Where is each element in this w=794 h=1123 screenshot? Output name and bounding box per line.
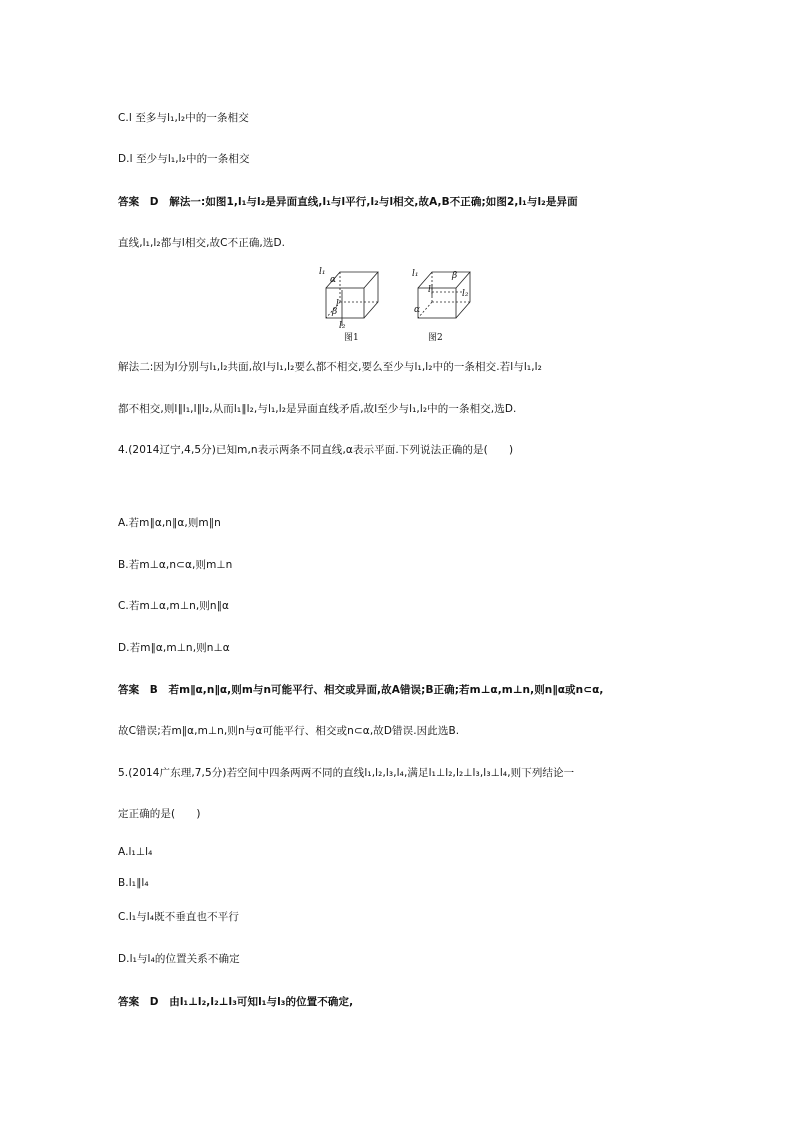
q5-option-a: A.l₁⊥l₄ — [118, 846, 153, 858]
q5-option-d: D.l₁与l₄的位置关系不确定 — [118, 953, 240, 965]
figure-1-cube — [318, 262, 388, 328]
figure-2-caption: 图2 — [428, 333, 443, 343]
q4-option-b: B.若m⊥α,n⊂α,则m⊥n — [118, 559, 233, 571]
fig1-label-beta: β — [332, 307, 338, 317]
q5-option-b: B.l₁∥l₄ — [118, 877, 149, 889]
q3-option-d: D.l 至少与l₁,l₂中的一条相交 — [118, 153, 250, 165]
fig1-label-l1: l₁ — [319, 267, 326, 277]
q3-solution2-line-2: 都不相交,则l∥l₁,l∥l₂,从而l₁∥l₂,与l₁,l₂是异面直线矛盾,故l至少与l₁,l₂中的一条相交,选D. — [118, 403, 517, 415]
q4-option-a: A.若m∥α,n∥α,则m∥n — [118, 517, 221, 529]
q3-option-c: C.l 至多与l₁,l₂中的一条相交 — [118, 112, 249, 124]
q5-stem-line-2: 定正确的是( ) — [118, 808, 201, 820]
q3-answer-line-1: 答案 D 解法一:如图1,l₁与l₂是异面直线,l₁与l平行,l₂与l相交,故A,B不正确;如图2,l₁与l₂是异面 — [118, 196, 578, 208]
q4-answer-line-1: 答案 B 若m∥α,n∥α,则m与n可能平行、相交或异面,故A错误;B正确;若m⊥α,m⊥n,则n∥α或n⊂α, — [118, 684, 604, 696]
q4-option-c: C.若m⊥α,m⊥n,则n∥α — [118, 600, 229, 612]
fig2-label-beta: β — [452, 271, 458, 281]
fig1-label-l: l — [336, 299, 339, 309]
fig2-label-alpha: α — [414, 305, 421, 315]
q4-stem: 4.(2014辽宁,4,5分)已知m,n表示两条不同直线,α表示平面.下列说法正确的是( ) — [118, 444, 514, 456]
q3-answer-line-2: 直线,l₁,l₂都与l相交,故C不正确,选D. — [118, 237, 286, 249]
fig1-label-l2: l₂ — [339, 321, 346, 328]
q3-solution2-line-1: 解法二:因为l分别与l₁,l₂共面,故l与l₁,l₂要么都不相交,要么至少与l₁,l₂中的一条相交.若l与l₁,l₂ — [118, 361, 542, 373]
q5-stem-line-1: 5.(2014广东理,7,5分)若空间中四条两两不同的直线l₁,l₂,l₃,l₄,满足l₁⊥l₂,l₂⊥l₃,l₃⊥l₄,则下列结论一 — [118, 767, 575, 779]
q4-option-d: D.若m∥α,m⊥n,则n⊥α — [118, 642, 230, 654]
fig1-label-alpha: α — [330, 275, 337, 285]
fig2-label-l: l — [428, 285, 431, 295]
figure-1-caption: 图1 — [344, 333, 359, 343]
figure-2-cube — [410, 262, 480, 328]
q5-answer-line-1: 答案 D 由l₁⊥l₂,l₂⊥l₃可知l₁与l₃的位置不确定, — [118, 996, 354, 1008]
q4-answer-line-2: 故C错误;若m∥α,m⊥n,则n与α可能平行、相交或n⊂α,故D错误.因此选B. — [118, 725, 460, 737]
fig2-label-l1: l₁ — [412, 269, 419, 279]
q5-option-c: C.l₁与l₄既不垂直也不平行 — [118, 911, 239, 923]
figure-pair — [316, 262, 496, 344]
fig2-label-l2: l₂ — [462, 289, 469, 299]
